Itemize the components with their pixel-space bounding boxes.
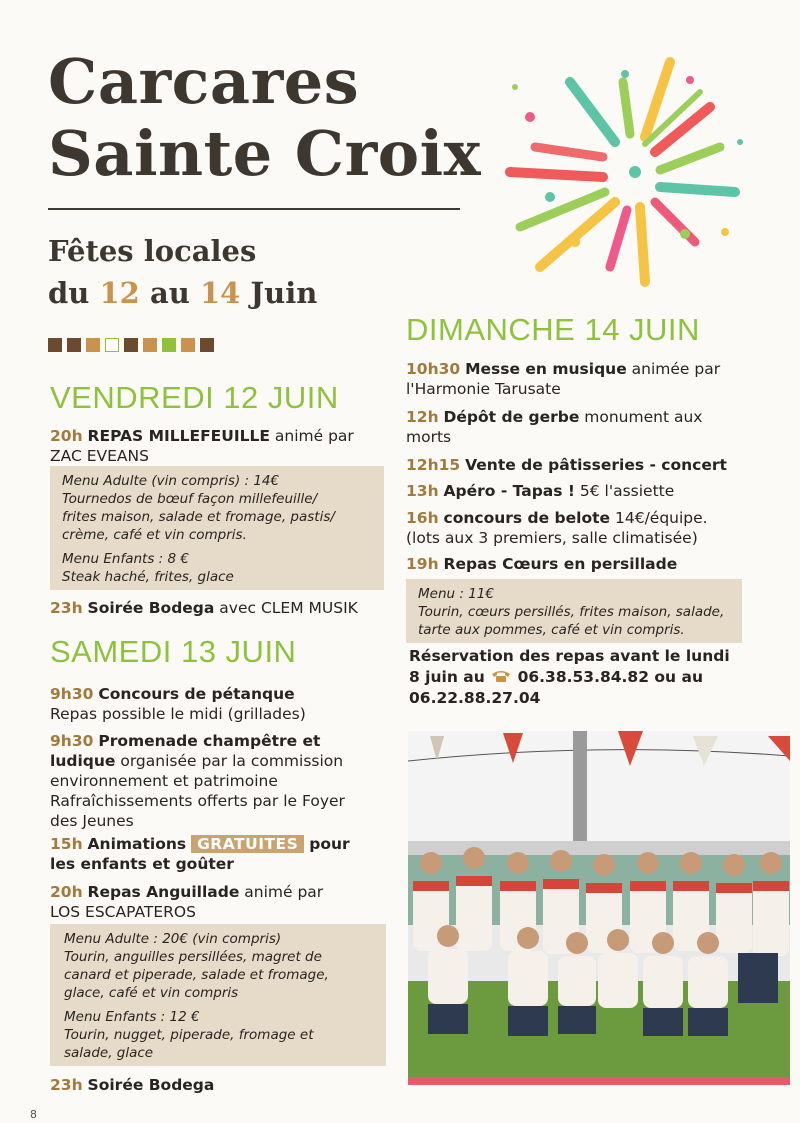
- decorative-squares: [48, 338, 214, 352]
- sunday-event-repas: 19h Repas Cœurs en persillade: [406, 555, 678, 573]
- team-photo: [408, 731, 790, 1085]
- subtitle-line-1: Fêtes locales: [48, 234, 257, 268]
- friday-event-bodega: 23h Soirée Bodega avec CLEM MUSIK: [50, 599, 358, 617]
- phone-number-2[interactable]: 06.22.88.27.04: [409, 689, 541, 707]
- saturday-heading: SAMEDI 13 JUIN: [50, 634, 297, 669]
- free-badge: GRATUITES: [191, 835, 304, 853]
- friday-heading: VENDREDI 12 JUIN: [50, 380, 339, 415]
- telephone-icon: [490, 669, 512, 683]
- saturday-menu-box: Menu Adulte : 20€ (vin compris) Tourin, anguilles persillées, magret de canard et piperade, salade et fromage, glace, café et vin compris Menu Enfants : 12 € Tourin, nugget, piperade, fromage et salade, glace: [50, 924, 386, 1066]
- sunday-heading: DIMANCHE 14 JUIN: [406, 312, 700, 347]
- subtitle-line-2: du 12 au 14 Juin: [48, 276, 318, 310]
- saturday-event-animations: 15h Animations GRATUITES pour les enfants et goûter: [50, 835, 350, 873]
- sunday-menu-box: Menu : 11€ Tourin, cœurs persillés, frites maison, salade, tarte aux pommes, café et vin compris.: [406, 579, 742, 643]
- saturday-event-bodega: 23h Soirée Bodega: [50, 1076, 215, 1094]
- saturday-event-promenade: 9h30 Promenade champêtre et ludique organisée par la commission environnement et patrimoine Rafraîchissements offerts par le Foyer des Jeunes: [50, 732, 345, 830]
- page-number: 8: [30, 1108, 37, 1121]
- sunday-event-apero: 13h Apéro - Tapas ! 5€ l'assiette: [406, 482, 675, 500]
- sunday-event-patisseries: 12h15 Vente de pâtisseries - concert: [406, 456, 727, 474]
- phone-number-1[interactable]: 06.38.53.84.82: [517, 668, 649, 686]
- sunday-event-mass: 10h30 Messe en musique animée par l'Harmonie Tarusate: [406, 360, 721, 398]
- saturday-event-petanque: 9h30 Concours de pétanque Repas possible le midi (grillades): [50, 685, 306, 723]
- title-line-1: Carcares: [48, 45, 360, 118]
- friday-menu-box: Menu Adulte (vin compris) : 14€ Tournedos de bœuf façon millefeuille/ frites maison, salade et fromage, pastis/ crème, café et vin compris. Menu Enfants : 8 € Steak haché, frites, glace: [50, 466, 384, 590]
- reservation-info: Réservation des repas avant le lundi 8 juin au 06.38.53.84.82 ou au 06.22.88.27.04: [409, 647, 730, 707]
- title-line-2: Sainte Croix: [48, 117, 482, 190]
- fireworks-illustration: [495, 52, 745, 292]
- sunday-event-gerbe: 12h Dépôt de gerbe monument aux morts: [406, 408, 703, 446]
- friday-event-dinner: 20h REPAS MILLEFEUILLE animé par ZAC EVEANS: [50, 427, 354, 465]
- title-underline: [48, 208, 460, 210]
- saturday-event-anguillade: 20h Repas Anguillade animé par LOS ESCAPATEROS: [50, 883, 324, 921]
- sunday-event-belote: 16h concours de belote 14€/équipe. (lots aux 3 premiers, salle climatisée): [406, 509, 708, 547]
